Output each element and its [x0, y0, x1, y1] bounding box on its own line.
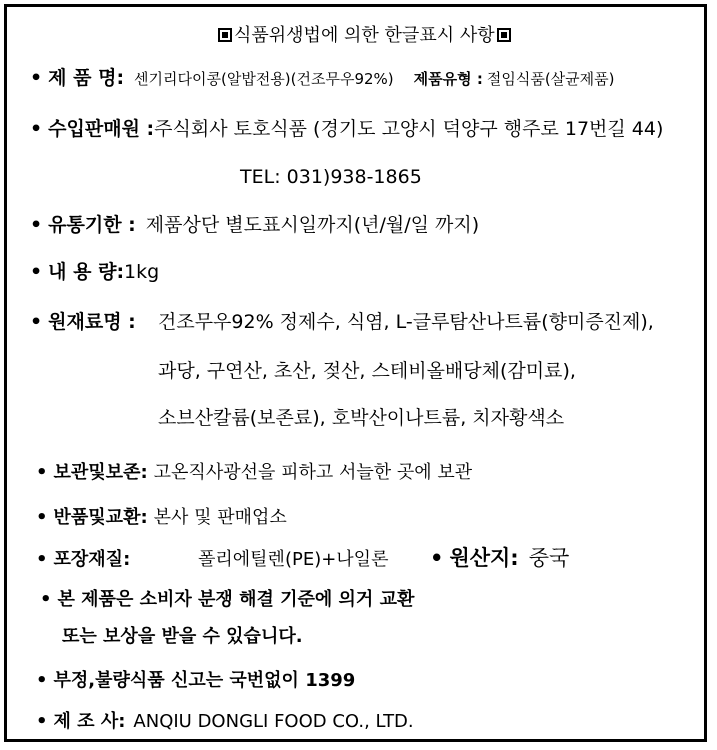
importer-value: 주식회사 토호식품 (경기도 고양시 덕양구 행주로 17번길 44)	[154, 118, 664, 140]
bullet-dot: •	[30, 118, 43, 140]
origin-value: 중국	[528, 546, 570, 570]
ingredients-row	[30, 310, 136, 334]
report-row	[36, 669, 355, 693]
content-amount-row	[30, 260, 159, 284]
bullet-dot: •	[36, 507, 48, 528]
bullet-dot: •	[36, 549, 48, 570]
manufacturer-row	[36, 710, 414, 734]
report-value: 부정,불량식품 신고는 국번없이 1399	[53, 670, 356, 691]
storage-label: 보관및보존:	[53, 462, 148, 483]
ingredients-line: 소브산칼륨(보존료), 호박산이나트륨, 치자황색소	[158, 407, 565, 429]
product-name-row	[30, 66, 614, 91]
expiry-row	[30, 213, 479, 237]
content-amount-value: 1kg	[124, 261, 160, 283]
importer-label: 수입판매원 :	[48, 118, 155, 140]
box-bullet-icon	[497, 28, 511, 42]
bullet-dot: •	[30, 261, 43, 283]
product-type-value: 절임식품(살균제품)	[486, 70, 615, 88]
storage-value: 고온직사광선을 피하고 서늘한 곳에 보관	[153, 462, 473, 483]
box-bullet-icon	[218, 28, 232, 42]
content-amount-label: 내 용 량:	[48, 261, 125, 283]
bullet-dot: •	[30, 311, 43, 333]
origin-row	[430, 546, 569, 570]
importer-tel: TEL: 031)938-1865	[240, 166, 422, 188]
packaging-row	[36, 548, 130, 572]
notice-line: 또는 보상을 받을 수 있습니다.	[62, 626, 303, 647]
bullet-dot: •	[30, 67, 43, 89]
storage-row	[36, 461, 472, 485]
returns-label: 반품및교환:	[53, 507, 148, 528]
expiry-label: 유통기한 :	[48, 214, 136, 236]
packaging-value: 폴리에틸렌(PE)+나일론	[198, 549, 389, 570]
bullet-dot: •	[36, 711, 48, 732]
returns-row	[36, 506, 287, 530]
bullet-dot: •	[430, 546, 444, 570]
importer-row	[30, 117, 663, 141]
bullet-dot: •	[30, 214, 43, 236]
ingredients-line: 건조무우92% 정제수, 식염, L-글루탐산나트륨(향미증진제),	[158, 311, 654, 333]
returns-value: 본사 및 판매업소	[153, 507, 287, 528]
product-name-value: 센기리다이콩(알밥전용)(건조무우92%)	[134, 70, 394, 88]
notice-row	[40, 588, 414, 612]
expiry-value: 제품상단 별도표시일까지(년/월/일 까지)	[145, 214, 480, 236]
bullet-dot: •	[40, 589, 52, 610]
ingredients-line: 과당, 구연산, 초산, 젖산, 스테비올배당체(감미료),	[158, 360, 576, 382]
label-title	[216, 24, 513, 48]
product-type-label: 제품유형 :	[413, 70, 483, 88]
label-title-text: 식품위생법에 의한 한글표시 사항	[234, 25, 495, 46]
manufacturer-label: 제 조 사:	[53, 711, 126, 732]
packaging-label: 포장재질:	[53, 549, 131, 570]
origin-label: 원산지:	[449, 546, 519, 570]
manufacturer-value: ANQIU DONGLI FOOD CO., LTD.	[133, 711, 414, 732]
bullet-dot: •	[36, 462, 48, 483]
ingredients-label: 원재료명 :	[48, 311, 136, 333]
product-name-label: 제 품 명:	[48, 67, 125, 89]
bullet-dot: •	[36, 670, 48, 691]
notice-line: 본 제품은 소비자 분쟁 해결 기준에 의거 교환	[57, 589, 415, 610]
